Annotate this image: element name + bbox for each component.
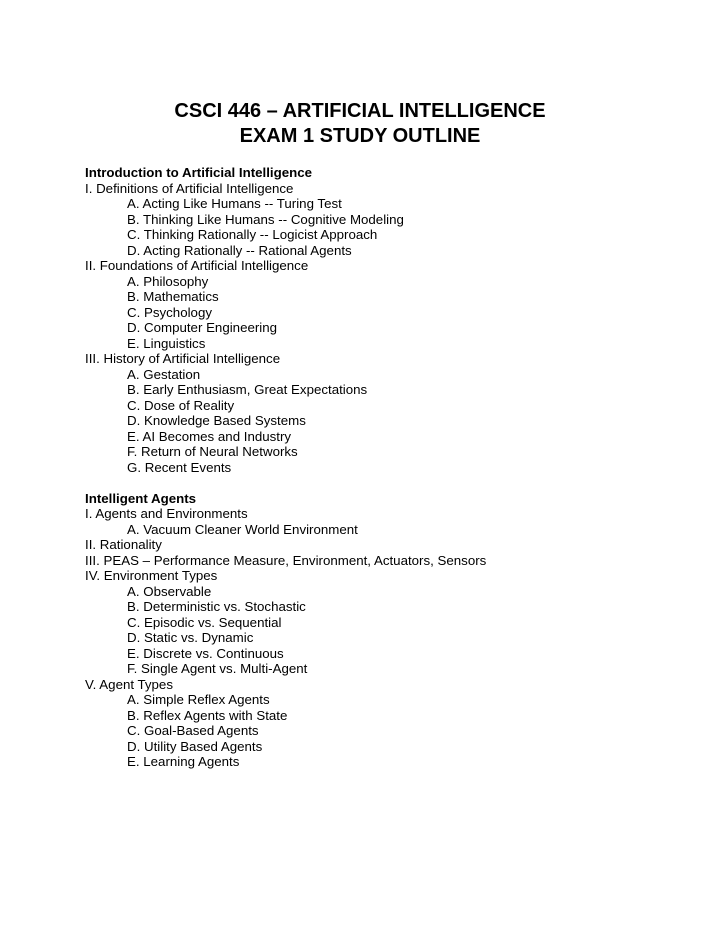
topic-item: III. PEAS – Performance Measure, Environment, Actuators, Sensors [85, 552, 487, 568]
section-spacer [85, 475, 685, 491]
subtopic-item: C. Dose of Reality [127, 397, 235, 413]
subtopic-item: C. Psychology [127, 304, 212, 320]
subtopic-item: B. Thinking Like Humans -- Cognitive Modeling [127, 211, 404, 227]
subtopic-item: F. Single Agent vs. Multi-Agent [127, 661, 308, 676]
subtopic-item: E. Discrete vs. Continuous [127, 645, 284, 661]
subtopic-item: A. Observable [127, 583, 212, 599]
subtopic-item: B. Reflex Agents with State [127, 707, 288, 723]
study-outline [85, 165, 685, 770]
title-line-2: EXAM 1 STUDY OUTLINE [239, 125, 481, 147]
subtopic-item: A. Philosophy [127, 273, 209, 289]
subtopic-item: A. Simple Reflex Agents [127, 692, 270, 707]
title-line-1: CSCI 446 – ARTIFICIAL INTELLIGENCE [174, 100, 546, 122]
outline-section [85, 491, 685, 770]
subtopic-item: A. Acting Like Humans -- Turing Test [127, 196, 342, 211]
document-title [0, 99, 720, 149]
subtopic-item: A. Vacuum Cleaner World Environment [127, 521, 358, 537]
topic-item: II. Rationality [85, 537, 162, 552]
subtopic-item: E. AI Becomes and Industry [127, 428, 292, 444]
subtopic-item: G. Recent Events [127, 459, 232, 475]
subtopic-item: E. Linguistics [127, 335, 206, 351]
subtopic-item: B. Mathematics [127, 289, 219, 304]
subtopic-item: C. Goal-Based Agents [127, 723, 259, 738]
subtopic-item: C. Episodic vs. Sequential [127, 614, 282, 630]
subtopic-item: E. Learning Agents [127, 754, 240, 769]
subtopic-item: B. Deterministic vs. Stochastic [127, 599, 306, 614]
subtopic-item: C. Thinking Rationally -- Logicist Approach [127, 227, 378, 242]
subtopic-item: D. Acting Rationally -- Rational Agents [127, 242, 352, 258]
subtopic-item: D. Utility Based Agents [127, 738, 263, 754]
section-heading: Intelligent Agents [85, 490, 197, 506]
subtopic-item: D. Computer Engineering [127, 320, 278, 335]
topic-item: I. Definitions of Artificial Intelligence [85, 180, 294, 196]
topic-item: III. History of Artificial Intelligence [85, 351, 281, 366]
topic-item: I. Agents and Environments [85, 506, 248, 521]
subtopic-item: D. Static vs. Dynamic [127, 630, 254, 645]
section-heading: Introduction to Artificial Intelligence [85, 165, 313, 180]
subtopic-item: B. Early Enthusiasm, Great Expectations [127, 382, 368, 397]
topic-item: IV. Environment Types [85, 568, 218, 583]
outline-section [85, 165, 685, 475]
topic-item: II. Foundations of Artificial Intelligence [85, 258, 309, 273]
subtopic-item: D. Knowledge Based Systems [127, 413, 306, 428]
topic-item: V. Agent Types [85, 676, 173, 692]
subtopic-item: F. Return of Neural Networks [127, 444, 298, 459]
subtopic-item: A. Gestation [127, 366, 201, 382]
